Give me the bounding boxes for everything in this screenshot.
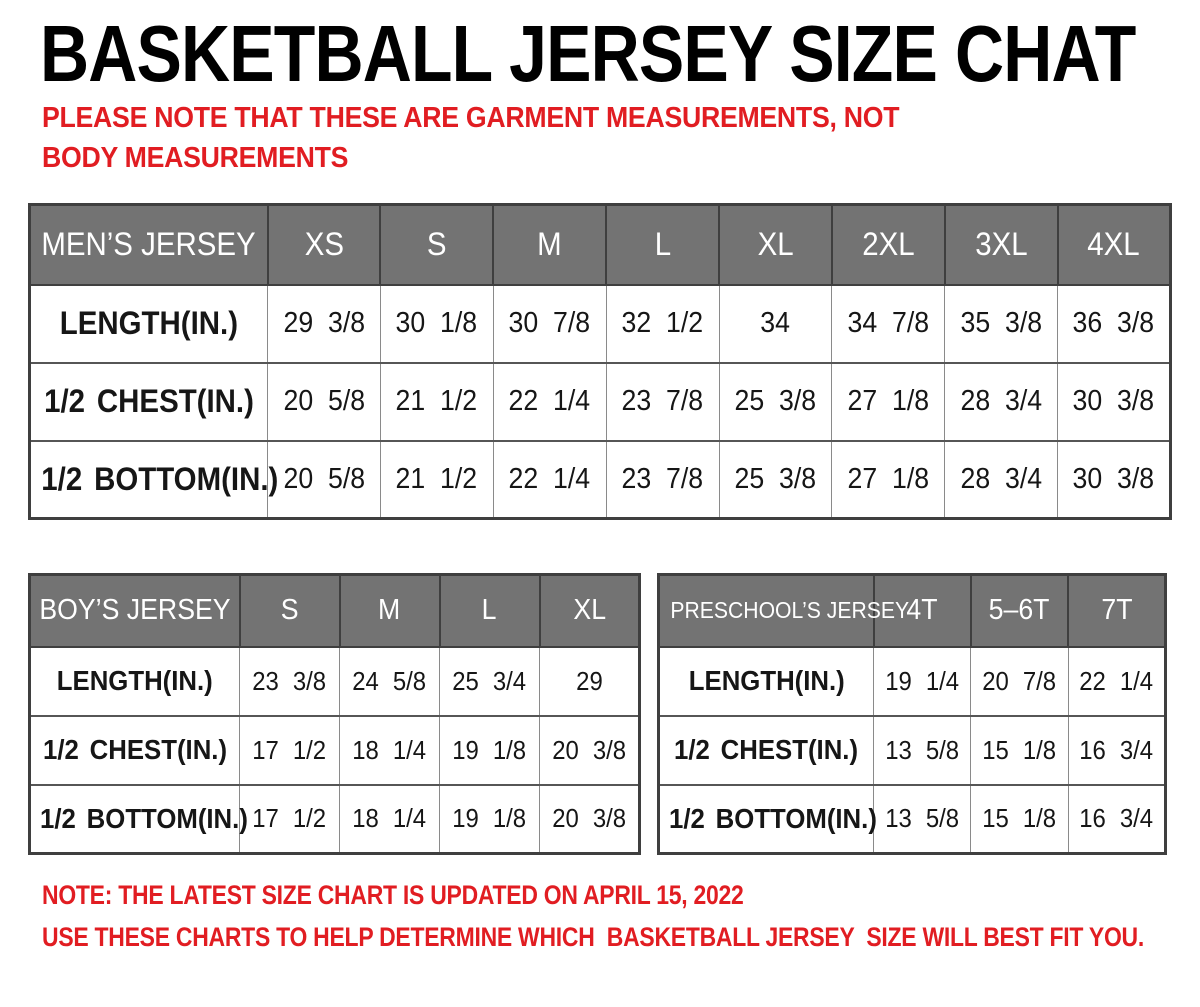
measurement-value-cell bbox=[719, 441, 832, 519]
size-column-header bbox=[1068, 575, 1165, 647]
size-column-header bbox=[340, 575, 440, 647]
measurement-value-cell bbox=[440, 647, 540, 716]
measurement-row-label bbox=[30, 363, 268, 441]
measurement-value-cell bbox=[971, 716, 1068, 785]
measurement-value-cell bbox=[874, 647, 971, 716]
measurement-value-cell bbox=[1058, 441, 1171, 519]
boys-jersey-table-grid bbox=[28, 573, 641, 855]
size-column-header bbox=[240, 575, 340, 647]
measurement-value-cell bbox=[1068, 647, 1165, 716]
measurement-value-text: 32 1/2 bbox=[621, 307, 704, 339]
measurement-label-text: 1/2 CHEST(IN.) bbox=[44, 383, 254, 419]
measurement-value-cell bbox=[240, 647, 340, 716]
measurement-value-cell bbox=[340, 716, 440, 785]
header-row bbox=[30, 205, 1171, 285]
update-date-note: NOTE: THE LATEST SIZE CHART IS UPDATED ON APRIL 15, 2022 bbox=[42, 880, 744, 910]
boys-jersey-table bbox=[28, 573, 641, 855]
measurement-value-text: 16 3/4 bbox=[1079, 803, 1154, 834]
size-column-label: 4T bbox=[906, 594, 938, 627]
measurement-value-text: 18 1/4 bbox=[352, 803, 427, 834]
measurement-row bbox=[30, 785, 640, 854]
measurement-value-cell bbox=[540, 785, 640, 854]
size-column-header bbox=[719, 205, 832, 285]
measurement-value-text: 19 1/8 bbox=[452, 734, 527, 765]
measurement-value-text: 15 1/8 bbox=[982, 734, 1057, 765]
preschool-jersey-table bbox=[657, 573, 1167, 855]
size-column-header bbox=[1058, 205, 1171, 285]
measurement-value-cell bbox=[832, 441, 945, 519]
measurement-value-text: 16 3/4 bbox=[1079, 734, 1154, 765]
measurement-value-text: 27 1/8 bbox=[847, 462, 930, 495]
size-column-label: 4XL bbox=[1087, 226, 1141, 263]
measurement-value-cell bbox=[380, 363, 493, 441]
measurement-value-cell bbox=[240, 716, 340, 785]
measurement-value-cell bbox=[380, 441, 493, 519]
measurement-value-text: 20 5/8 bbox=[283, 462, 365, 495]
measurement-label-text: 1/2 BOTTOM(IN.) bbox=[41, 460, 279, 497]
measurement-value-text: 20 3/8 bbox=[552, 803, 626, 834]
measurement-row bbox=[659, 716, 1166, 785]
measurement-value-cell bbox=[268, 441, 381, 519]
size-column-header bbox=[380, 205, 493, 285]
measurement-value-text: 19 1/8 bbox=[452, 803, 527, 834]
size-column-label: 2XL bbox=[862, 226, 915, 263]
measurement-label-text: 1/2 BOTTOM(IN.) bbox=[669, 802, 877, 834]
measurement-value-cell bbox=[832, 363, 945, 441]
page-title: BASKETBALL JERSEY SIZE CHAT bbox=[40, 9, 1136, 98]
measurement-value-cell bbox=[945, 285, 1058, 363]
measurement-value-text: 30 7/8 bbox=[508, 307, 591, 339]
size-column-header bbox=[606, 205, 719, 285]
size-column-label: L bbox=[654, 226, 671, 263]
table-title-cell bbox=[30, 575, 240, 647]
measurement-value-text: 17 1/2 bbox=[252, 803, 327, 834]
measurement-row bbox=[30, 441, 1171, 519]
measurement-value-cell bbox=[606, 285, 719, 363]
measurement-value-text: 25 3/8 bbox=[734, 462, 817, 495]
measurement-value-text: 23 3/8 bbox=[252, 665, 327, 696]
measurement-value-text: 22 1/4 bbox=[508, 385, 591, 417]
measurement-row-label bbox=[30, 285, 268, 363]
measurement-value-cell bbox=[340, 647, 440, 716]
size-column-header bbox=[945, 205, 1058, 285]
measurement-value-cell bbox=[493, 363, 606, 441]
size-column-header bbox=[971, 575, 1068, 647]
size-column-label: 7T bbox=[1101, 594, 1133, 627]
measurement-value-text: 20 3/8 bbox=[552, 734, 626, 765]
measurement-value-text: 19 1/4 bbox=[885, 665, 960, 696]
measurement-row bbox=[30, 363, 1171, 441]
size-column-header bbox=[540, 575, 640, 647]
measurement-row bbox=[659, 647, 1166, 716]
header-row bbox=[659, 575, 1166, 647]
size-column-label: S bbox=[426, 226, 447, 263]
size-column-header bbox=[832, 205, 945, 285]
table-title-cell bbox=[659, 575, 910, 647]
fit-guidance-note: USE THESE CHARTS TO HELP DETERMINE WHICH BASKETBALL JERSEY SIZE WILL BEST FIT YOU. bbox=[42, 922, 1144, 952]
measurement-value-cell bbox=[380, 285, 493, 363]
table-title-cell bbox=[30, 205, 268, 285]
measurement-value-text: 29 3/8 bbox=[283, 307, 365, 339]
measurement-value-cell bbox=[945, 441, 1058, 519]
table-title-label: MEN’S JERSEY bbox=[41, 226, 256, 263]
measurement-label-text: LENGTH(IN.) bbox=[688, 665, 845, 696]
measurement-value-cell bbox=[606, 363, 719, 441]
measurement-value-text: 30 3/8 bbox=[1072, 385, 1155, 417]
measurement-value-text: 29 bbox=[575, 665, 603, 696]
measurement-value-cell bbox=[540, 647, 640, 716]
measurement-value-cell bbox=[971, 785, 1068, 854]
measurement-row-label bbox=[659, 647, 874, 716]
measurement-value-cell bbox=[832, 285, 945, 363]
measurement-row-label bbox=[30, 716, 240, 785]
measurement-value-cell bbox=[719, 363, 832, 441]
size-column-header bbox=[440, 575, 540, 647]
size-column-label: 5–6T bbox=[989, 594, 1050, 627]
measurement-value-cell bbox=[440, 716, 540, 785]
measurement-row bbox=[30, 647, 640, 716]
measurement-value-text: 30 1/8 bbox=[396, 307, 478, 339]
measurement-value-text: 30 3/8 bbox=[1072, 462, 1155, 495]
measurement-value-cell bbox=[971, 647, 1068, 716]
measurement-value-cell bbox=[540, 716, 640, 785]
measurement-value-text: 28 3/4 bbox=[960, 462, 1042, 495]
size-column-label: S bbox=[280, 594, 299, 627]
measurement-value-cell bbox=[1058, 363, 1171, 441]
measurement-value-text: 17 1/2 bbox=[252, 734, 327, 765]
measurement-label-text: LENGTH(IN.) bbox=[59, 305, 239, 341]
measurement-value-cell bbox=[606, 441, 719, 519]
measurement-value-cell bbox=[1058, 285, 1171, 363]
measurement-value-cell bbox=[874, 785, 971, 854]
measurement-value-text: 27 1/8 bbox=[847, 385, 930, 417]
size-column-label: L bbox=[482, 594, 497, 627]
mens-jersey-table-grid bbox=[28, 203, 1172, 520]
size-column-label: XS bbox=[304, 226, 344, 263]
mens-jersey-table bbox=[28, 203, 1172, 520]
measurement-value-text: 28 3/4 bbox=[960, 385, 1042, 417]
garment-measurements-note: PLEASE NOTE THAT THESE ARE GARMENT MEASUREMENTS, NOT BODY MEASUREMENTS bbox=[42, 102, 900, 175]
size-column-label: M bbox=[537, 226, 562, 263]
measurement-value-text: 13 5/8 bbox=[885, 734, 960, 765]
measurement-value-text: 35 3/8 bbox=[960, 307, 1042, 339]
measurement-value-text: 25 3/4 bbox=[452, 665, 527, 696]
preschool-jersey-table-grid bbox=[657, 573, 1167, 855]
measurement-value-cell bbox=[268, 363, 381, 441]
measurement-value-text: 20 7/8 bbox=[982, 665, 1057, 696]
measurement-value-text: 24 5/8 bbox=[352, 665, 427, 696]
size-column-label: XL bbox=[757, 226, 794, 263]
size-column-label: 3XL bbox=[974, 226, 1028, 263]
measurement-row-label bbox=[659, 716, 874, 785]
measurement-row-label bbox=[30, 647, 240, 716]
measurement-value-text: 34 bbox=[760, 307, 791, 339]
measurement-row bbox=[30, 285, 1171, 363]
measurement-value-cell bbox=[945, 363, 1058, 441]
measurement-value-text: 21 1/2 bbox=[396, 462, 478, 495]
measurement-row-label bbox=[659, 785, 877, 854]
size-column-header bbox=[493, 205, 606, 285]
measurement-value-text: 34 7/8 bbox=[847, 307, 930, 339]
size-column-label: XL bbox=[572, 594, 606, 627]
measurement-value-cell bbox=[340, 785, 440, 854]
size-column-header bbox=[268, 205, 381, 285]
measurement-value-cell bbox=[240, 785, 340, 854]
measurement-value-text: 15 1/8 bbox=[982, 803, 1057, 834]
measurement-value-cell bbox=[493, 285, 606, 363]
measurement-value-text: 21 1/2 bbox=[396, 385, 478, 417]
measurement-value-cell bbox=[1068, 785, 1165, 854]
measurement-value-text: 20 5/8 bbox=[283, 385, 365, 417]
measurement-value-text: 36 3/8 bbox=[1072, 307, 1155, 339]
measurement-label-text: 1/2 BOTTOM(IN.) bbox=[40, 802, 248, 834]
measurement-row-label bbox=[30, 441, 279, 519]
measurement-label-text: 1/2 CHEST(IN.) bbox=[674, 734, 859, 765]
table-title-label: BOY’S JERSEY bbox=[39, 594, 231, 627]
measurement-value-cell bbox=[268, 285, 381, 363]
measurement-value-cell bbox=[719, 285, 832, 363]
measurement-value-text: 22 1/4 bbox=[1079, 665, 1154, 696]
measurement-row-label bbox=[30, 785, 248, 854]
header-row bbox=[30, 575, 640, 647]
measurement-row bbox=[30, 716, 640, 785]
measurement-value-text: 22 1/4 bbox=[508, 462, 591, 495]
measurement-label-text: 1/2 CHEST(IN.) bbox=[42, 734, 228, 765]
measurement-value-text: 13 5/8 bbox=[885, 803, 960, 834]
table-title-label: PRESCHOOL’S JERSEY bbox=[670, 597, 910, 624]
size-column-label: M bbox=[378, 594, 401, 627]
measurement-value-cell bbox=[1068, 716, 1165, 785]
measurement-value-text: 23 7/8 bbox=[621, 385, 704, 417]
measurement-value-text: 25 3/8 bbox=[734, 385, 817, 417]
measurement-value-text: 23 7/8 bbox=[621, 462, 704, 495]
measurement-value-cell bbox=[440, 785, 540, 854]
measurement-value-text: 18 1/4 bbox=[352, 734, 427, 765]
measurement-label-text: LENGTH(IN.) bbox=[57, 665, 213, 696]
measurement-row bbox=[659, 785, 1166, 854]
measurement-value-cell bbox=[493, 441, 606, 519]
measurement-value-cell bbox=[874, 716, 971, 785]
